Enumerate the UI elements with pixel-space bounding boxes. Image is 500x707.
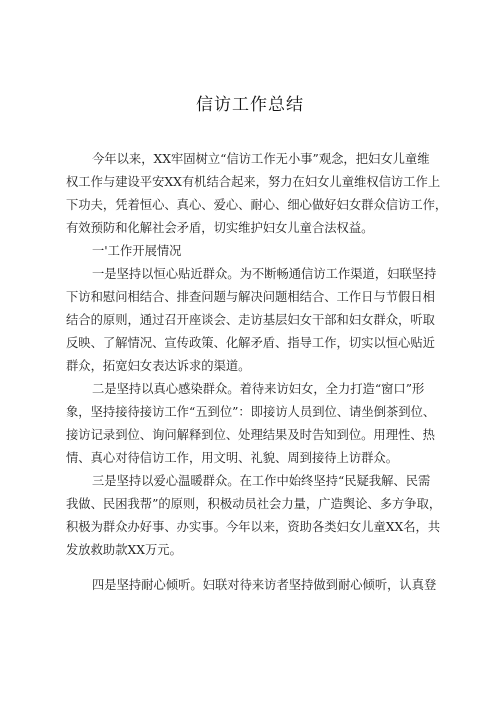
paragraph-line: 群众，拓宽妇女表达诉求的渠道。: [66, 359, 251, 373]
paragraph-line: 接访记录到位、询问解释到位、处理结果及时告知到位。用理性、热: [66, 428, 435, 442]
paragraph-line: 象，坚持接待接访工作“五到位”：即接访人员到位、请坐倒茶到位、: [66, 405, 436, 419]
paragraph-line: 三是坚持以爱心温暖群众。在工作中始终坚持“民疑我解、民需: [92, 474, 431, 488]
paragraph-line: 二是坚持以真心感染群众。着待来访妇女，全力打造“窗口”形: [92, 382, 425, 396]
section-heading: 一'工作开展情况: [92, 244, 182, 258]
paragraph-line: 下访和慰问相结合、排查问题与解决问题相结合、工作日与节假日相: [66, 290, 435, 304]
paragraph-line: 我做、民困我帮”的原则，积极动员社会力量，广造舆论、多方争取，: [66, 497, 442, 511]
paragraph-line: 下功夫，凭着恒心、真心、爱心、耐心、细心做好妇女群众信访工作，: [66, 198, 448, 212]
document-title: 信访工作总结: [196, 95, 304, 115]
paragraph-line: 反映、了解情况、宣传政策、化解矛盾、指导工作，切实以恒心贴近: [66, 336, 435, 350]
paragraph-line: 权工作与建设平安XX有机结合起来，努力在妇女儿童维权信访工作上: [66, 175, 441, 189]
paragraph-line: 发放救助款XX万元。: [66, 543, 182, 557]
paragraph-line: 情、真心对待信访工作，用文明、礼貌、周到接待上访群众。: [66, 451, 399, 465]
paragraph-line: 今年以来，XX牢固树立“信访工作无小事”观念，把妇女儿童维: [92, 152, 430, 166]
paragraph-line: 积极为群众办好事、办实事。今年以来，资助各类妇女儿童XX名，共: [66, 520, 441, 534]
paragraph-line: 四是坚持耐心倾听。妇联对待来访者坚持做到耐心倾听，认真登: [92, 578, 437, 592]
paragraph-line: 结合的原则，通过召开座谈会、走访基层妇女干部和妇女群众，听取: [66, 313, 435, 327]
paragraph-line: 有效预防和化解社会矛盾，切实维护妇女儿童合法权益。: [66, 221, 374, 235]
paragraph-line: 一是坚持以恒心贴近群众。为不断畅通信访工作渠道，妇联坚持: [92, 267, 437, 281]
